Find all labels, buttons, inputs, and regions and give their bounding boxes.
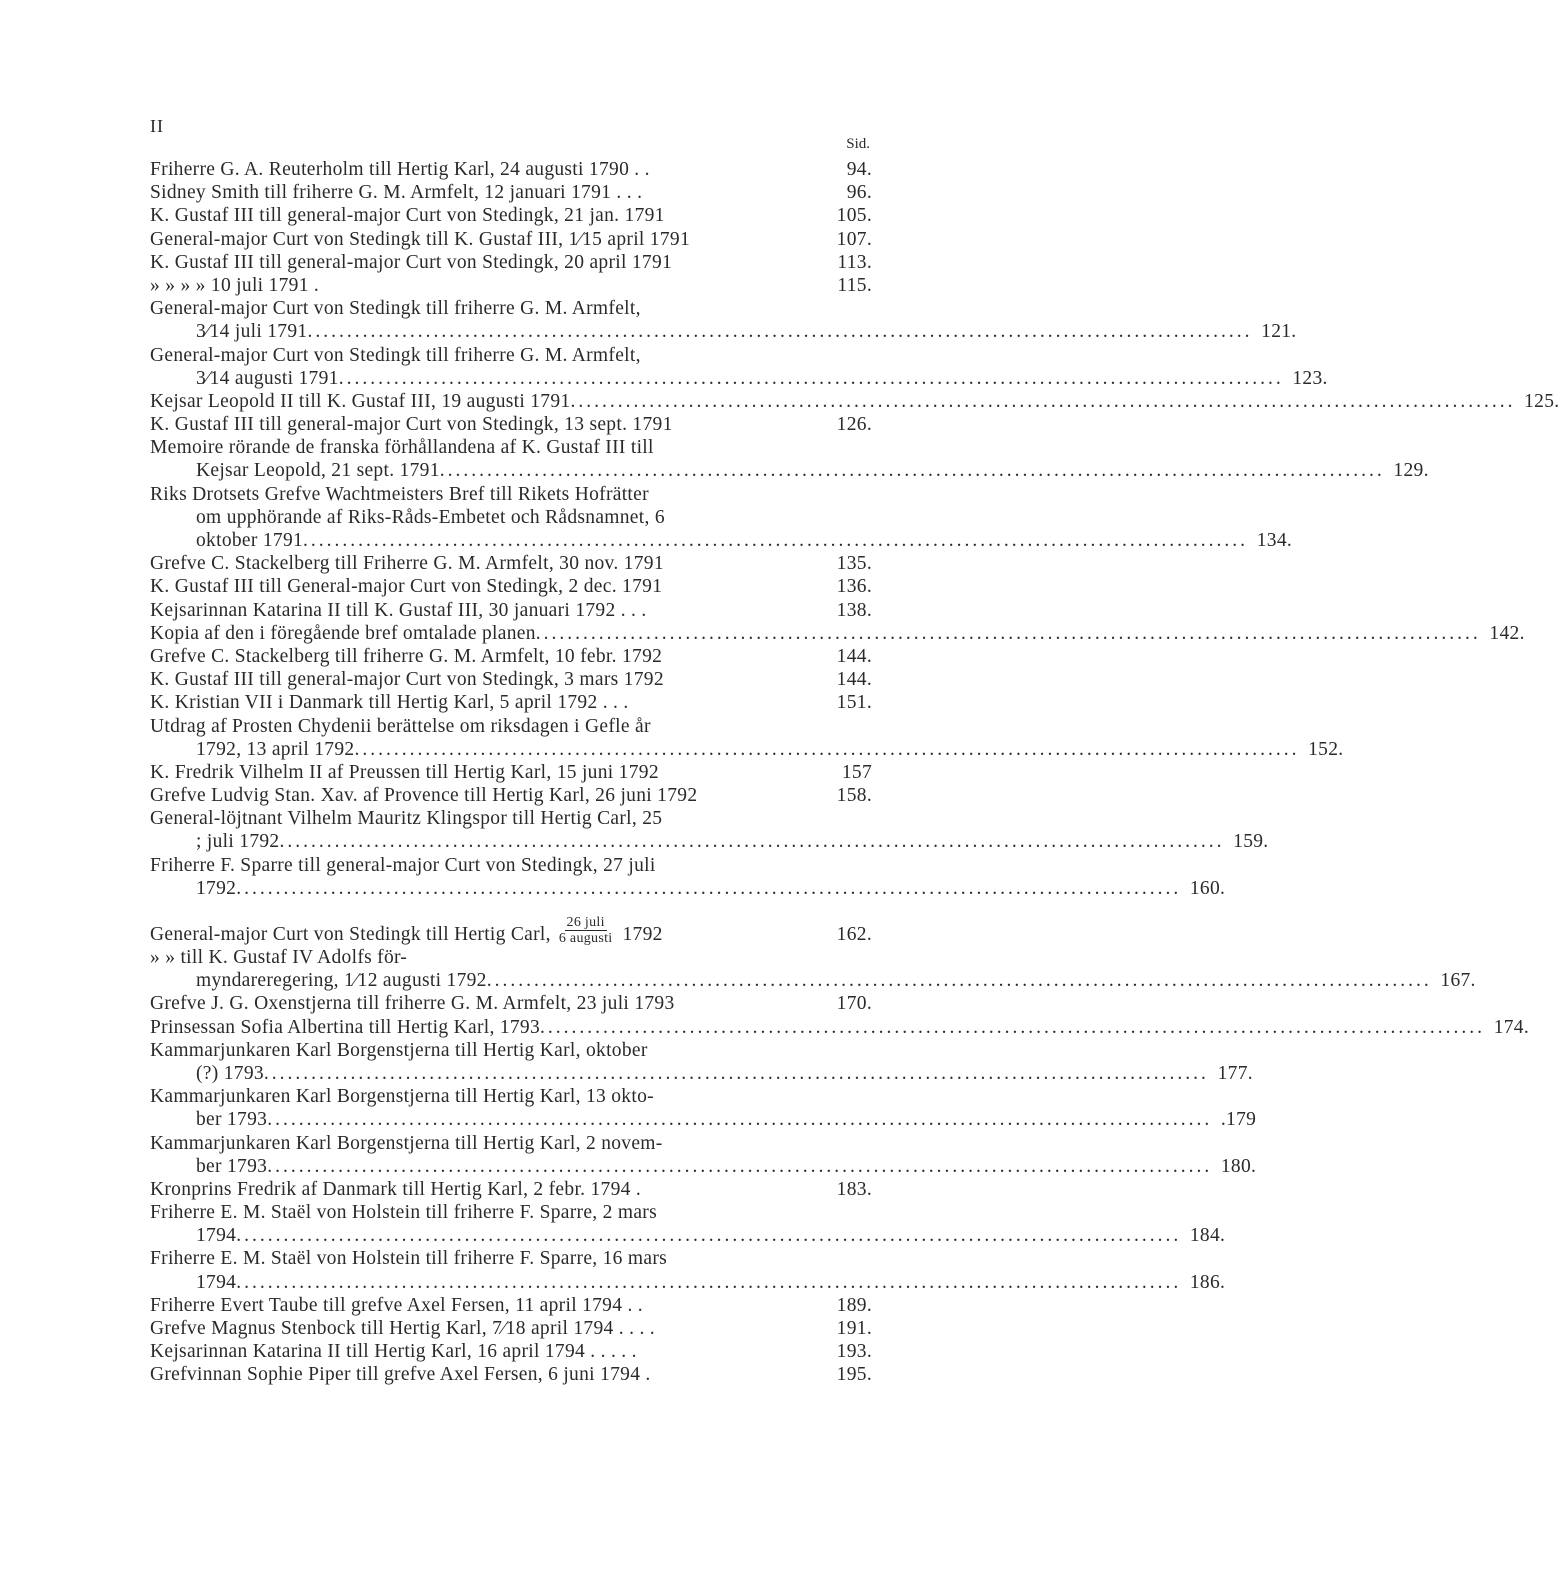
toc-line [150, 459, 1429, 482]
page-ref: 191. [836, 1318, 872, 1339]
toc-entry [150, 1178, 872, 1201]
toc-line [150, 1085, 872, 1108]
page-ref: 195. [836, 1364, 872, 1386]
fraction-top: 26 juli [566, 915, 605, 930]
toc-entry [150, 1247, 1226, 1293]
toc-line [150, 854, 872, 877]
page-ref: .179 [1220, 1109, 1257, 1131]
entry-text: General-major Curt von Stedingk till Hertig Carl, [150, 923, 551, 945]
toc-line [150, 436, 872, 459]
toc-line [150, 738, 1344, 761]
toc-line [150, 1108, 1257, 1131]
entry-text: General-löjtnant Vilhelm Mauritz Klingspor till Hertig Carl, 25 [150, 808, 663, 830]
entry-text: Grefve C. Stackelberg till friherre G. M. Armfelt, 10 febr. 1792 [150, 645, 663, 667]
page-ref: 183. [836, 1178, 872, 1200]
page-ref: 160. [1189, 877, 1226, 899]
toc-line [150, 1039, 872, 1062]
entry-text: K. Gustaf III till general-major Curt von Stedingk, 3 mars 1792 [150, 669, 664, 691]
entry-text: ber 1793 [196, 1109, 268, 1131]
entry-text: Kejsar Leopold, 21 sept. 1791 [196, 460, 440, 482]
dot-leader [354, 738, 1299, 761]
dot-leader [339, 367, 1284, 390]
toc-entry [150, 413, 872, 436]
entry-text: Sidney Smith till friherre G. M. Armfelt, 12 januari 1791 . . . [150, 182, 643, 204]
toc-entry [150, 1340, 872, 1363]
toc-line [150, 251, 872, 274]
toc-line [150, 1247, 872, 1270]
entry-text: K. Gustaf III till general-major Curt von Stedingk, 20 april 1791 [150, 251, 673, 273]
entry-text: » » till K. Gustaf IV Adolfs för- [150, 947, 408, 968]
toc-line [150, 575, 872, 598]
toc-entry [150, 1132, 1257, 1178]
toc-line [150, 877, 1226, 900]
toc-entry [150, 390, 1559, 413]
entry-text: om upphörande af Riks-Råds-Embetet och Rådsnamnet, 6 [196, 506, 665, 528]
toc-line [150, 297, 872, 320]
toc-entry [150, 761, 872, 784]
toc-line [150, 645, 872, 668]
toc-line [150, 1155, 1257, 1178]
toc-line [150, 1317, 872, 1340]
page-ref: 134. [1256, 530, 1293, 551]
toc-line [150, 552, 872, 575]
page-ref: 157 [841, 761, 872, 783]
toc-entry [150, 1039, 1253, 1085]
toc-entry [150, 691, 872, 714]
toc-line [150, 204, 872, 227]
toc-line [150, 1201, 872, 1224]
dot-leader [487, 969, 1432, 992]
entry-text: Friherre E. M. Staël von Holstein till friherre F. Sparre, 2 mars [150, 1202, 657, 1224]
entry-text: Prinsessan Sofia Albertina till Hertig Karl, 1793 [150, 1016, 541, 1038]
toc-line [150, 691, 872, 714]
page-ref: 96. [846, 182, 872, 204]
page-ref: 121. [1261, 321, 1297, 343]
dot-leader [440, 459, 1385, 482]
toc-entry [150, 622, 1525, 645]
entry-text: Grefvinnan Sophie Piper till grefve Axel Fersen, 6 juni 1794 . [150, 1364, 651, 1386]
entry-text: Kejsarinnan Katarina II till Hertig Karl, 16 april 1794 . . . . . [150, 1341, 637, 1363]
entry-text: Kammarjunkaren Karl Borgenstjerna till Hertig Karl, 2 novem- [150, 1132, 663, 1154]
entry-text: 1792 [196, 877, 237, 899]
page-column-label: Sid. [846, 136, 870, 152]
entry-text: K. Gustaf III till general-major Curt von Stedingk, 21 jan. 1791 [150, 205, 665, 227]
date-fraction [559, 915, 613, 946]
entry-text: Kronprins Fredrik af Danmark till Hertig Karl, 2 febr. 1794 . [150, 1178, 642, 1200]
toc-line [150, 181, 872, 204]
entry-text: Grefve C. Stackelberg till Friherre G. M. Armfelt, 30 nov. 1791 [150, 553, 664, 575]
toc-line [150, 1016, 1530, 1039]
fraction-bottom: 6 augusti [558, 931, 613, 946]
page-ref: 158. [836, 785, 872, 807]
toc-line [150, 1363, 872, 1386]
entry-text: Friherre G. A. Reuterholm till Hertig Karl, 24 augusti 1790 . . [150, 159, 650, 180]
page-ref: 115. [837, 274, 872, 296]
dot-leader [267, 1108, 1212, 1131]
toc-line [150, 158, 872, 181]
toc-line [150, 344, 872, 367]
page-ref: 138. [836, 599, 872, 621]
entry-text: (?) 1793 [196, 1062, 264, 1084]
entry-text: Kejsarinnan Katarina II till K. Gustaf III, 30 januari 1792 . . . [150, 599, 647, 621]
entry-text: K. Fredrik Vilhelm II af Preussen till Hertig Karl, 15 juni 1792 [150, 761, 659, 783]
entry-text: Riks Drotsets Grefve Wachtmeisters Bref till Rikets Hofrätter [150, 483, 649, 505]
toc-entry [150, 274, 872, 297]
entry-text: 1792, 13 april 1792 [196, 738, 355, 760]
entry-text: ; juli 1792 [196, 831, 280, 853]
entry-text: » » » » 10 juli 1791 . [150, 274, 320, 296]
page-ref: 193. [836, 1341, 872, 1363]
toc-line [150, 599, 872, 622]
entry-text: Utdrag af Prosten Chydenii berättelse om riksdagen i Gefle år [150, 715, 651, 737]
page-ref: 189. [836, 1294, 872, 1316]
toc-entry [150, 1317, 872, 1340]
entry-text: 3⁄14 augusti 1791 [196, 367, 339, 389]
page-ref: 125. [1524, 390, 1559, 412]
page-ref: 174. [1493, 1016, 1530, 1038]
toc-entry [150, 1085, 1257, 1131]
toc-entry [150, 575, 872, 598]
page-ref: 136. [836, 576, 872, 598]
entry-text: General-major Curt von Stedingk till friherre G. M. Armfelt, [150, 298, 641, 320]
page-ref: 135. [836, 553, 872, 575]
dot-leader [307, 320, 1252, 343]
dot-leader [303, 529, 1248, 552]
toc-line [150, 622, 1525, 645]
toc-entry [150, 599, 872, 622]
toc-line [150, 668, 872, 691]
toc-entry [150, 204, 872, 227]
toc-line [150, 228, 872, 251]
toc-line [150, 1062, 1253, 1085]
toc-line [150, 900, 872, 946]
toc-entry [150, 251, 872, 274]
toc-line [150, 320, 1297, 343]
page-ref: 159. [1233, 831, 1269, 853]
dot-leader [236, 877, 1181, 900]
entry-text: Grefve Magnus Stenbock till Hertig Karl, 7⁄18 april 1794 . . . . [150, 1318, 655, 1339]
entry-text: Kammarjunkaren Karl Borgenstjerna till Hertig Karl, 13 okto- [150, 1086, 654, 1108]
page-ref: 113. [837, 251, 872, 273]
page-ref: 151. [836, 692, 872, 714]
entry-text: 3⁄14 juli 1791 [196, 321, 308, 343]
page-ref: 129. [1393, 460, 1429, 482]
toc-line [150, 1340, 872, 1363]
entry-text: K. Kristian VII i Danmark till Hertig Karl, 5 april 1792 . . . [150, 692, 629, 714]
page-ref: 186. [1189, 1271, 1226, 1293]
entry-text: Kammarjunkaren Karl Borgenstjerna till Hertig Karl, oktober [150, 1039, 648, 1061]
toc-entry [150, 297, 1297, 343]
toc-entry [150, 854, 1226, 900]
dot-leader [540, 1016, 1485, 1039]
entry-text: 1794 [196, 1225, 237, 1247]
page-number: II [150, 116, 164, 136]
toc-entry [150, 992, 872, 1015]
toc-entry [150, 1363, 872, 1386]
page-ref: 126. [836, 414, 872, 436]
toc-line [150, 830, 1269, 853]
toc-entry [150, 784, 872, 807]
entry-text: Grefve Ludvig Stan. Xav. af Provence till Hertig Karl, 26 juni 1792 [150, 785, 698, 807]
toc-line [150, 715, 872, 738]
toc-entry [150, 715, 1344, 761]
toc-entry [150, 344, 1328, 390]
entry-text: ber 1793 [196, 1155, 268, 1177]
toc-line [150, 413, 872, 436]
toc-line [150, 761, 872, 784]
entry-text: Grefve J. G. Oxenstjerna till friherre G. M. Armfelt, 23 juli 1793 [150, 993, 675, 1015]
page-ref: 142. [1489, 622, 1525, 644]
toc-line [150, 1132, 872, 1155]
table-of-contents [150, 158, 1559, 1387]
toc-line [150, 1271, 1226, 1294]
entry-text: General-major Curt von Stedingk till K. Gustaf III, 1⁄15 april 1791 [150, 228, 691, 250]
dot-leader [236, 1224, 1181, 1247]
toc-line [150, 969, 1476, 992]
toc-line [150, 784, 872, 807]
toc-line [150, 506, 872, 529]
page-ref: 123. [1292, 367, 1328, 389]
toc-entry [150, 900, 872, 946]
toc-line [150, 1294, 872, 1317]
toc-entry [150, 552, 872, 575]
toc-line [150, 946, 872, 969]
toc-entry [150, 946, 1476, 992]
entry-text: 1794 [196, 1271, 237, 1293]
dot-leader [267, 1155, 1212, 1178]
entry-text: Kejsar Leopold II till K. Gustaf III, 19 augusti 1791 [150, 390, 571, 412]
entry-text: Friherre E. M. Staël von Holstein till friherre F. Sparre, 16 mars [150, 1248, 668, 1270]
entry-text: Kopia af den i föregående bref omtalade planen [150, 622, 536, 644]
toc-entry [150, 158, 872, 181]
page-ref: 107. [836, 228, 872, 250]
entry-text: Memoire rörande de franska förhållandena af K. Gustaf III till [150, 437, 654, 459]
toc-entry [150, 181, 872, 204]
entry-text: K. Gustaf III till General-major Curt von Stedingk, 2 dec. 1791 [150, 576, 663, 598]
toc-line [150, 1224, 1226, 1247]
toc-entry [150, 228, 872, 251]
dot-leader [279, 830, 1224, 853]
page-ref: 105. [836, 205, 872, 227]
entry-text: K. Gustaf III till general-major Curt von Stedingk, 13 sept. 1791 [150, 414, 673, 436]
page-ref: 152. [1308, 738, 1344, 760]
page-ref: 144. [836, 669, 872, 691]
page-ref: 167. [1440, 970, 1476, 992]
dot-leader [264, 1062, 1209, 1085]
toc-entry [150, 668, 872, 691]
entry-text: Friherre Evert Taube till grefve Axel Fersen, 11 april 1794 . . [150, 1294, 643, 1316]
toc-entry [150, 1294, 872, 1317]
page-ref: 162. [836, 923, 872, 945]
entry-text: General-major Curt von Stedingk till friherre G. M. Armfelt, [150, 344, 641, 366]
toc-line [150, 807, 872, 830]
dot-leader [236, 1271, 1181, 1294]
toc-entry [150, 1016, 1530, 1039]
page-ref: 94. [846, 159, 872, 180]
entry-text: myndareregering, 1⁄12 augusti 1792 [196, 970, 487, 992]
page-ref: 144. [836, 645, 872, 667]
page-ref: 170. [836, 993, 872, 1015]
dot-leader [570, 390, 1515, 413]
entry-text: Friherre F. Sparre till general-major Curt von Stedingk, 27 juli [150, 854, 656, 876]
entry-year: 1792 [622, 923, 663, 945]
toc-line [150, 483, 872, 506]
toc-entry [150, 483, 1293, 553]
page-ref: 180. [1220, 1155, 1257, 1177]
toc-line [150, 390, 1559, 413]
toc-entry [150, 1201, 1226, 1247]
entry-text: oktober 1791 [196, 530, 304, 551]
page-ref: 177. [1217, 1062, 1253, 1084]
toc-line [150, 1178, 872, 1201]
page-ref: 184. [1189, 1225, 1226, 1247]
toc-entry [150, 436, 1429, 482]
toc-line [150, 367, 1328, 390]
toc-entry [150, 645, 872, 668]
toc-line [150, 274, 872, 297]
dot-leader [536, 622, 1481, 645]
toc-line [150, 529, 1293, 552]
toc-line [150, 992, 872, 1015]
toc-entry [150, 807, 1269, 853]
